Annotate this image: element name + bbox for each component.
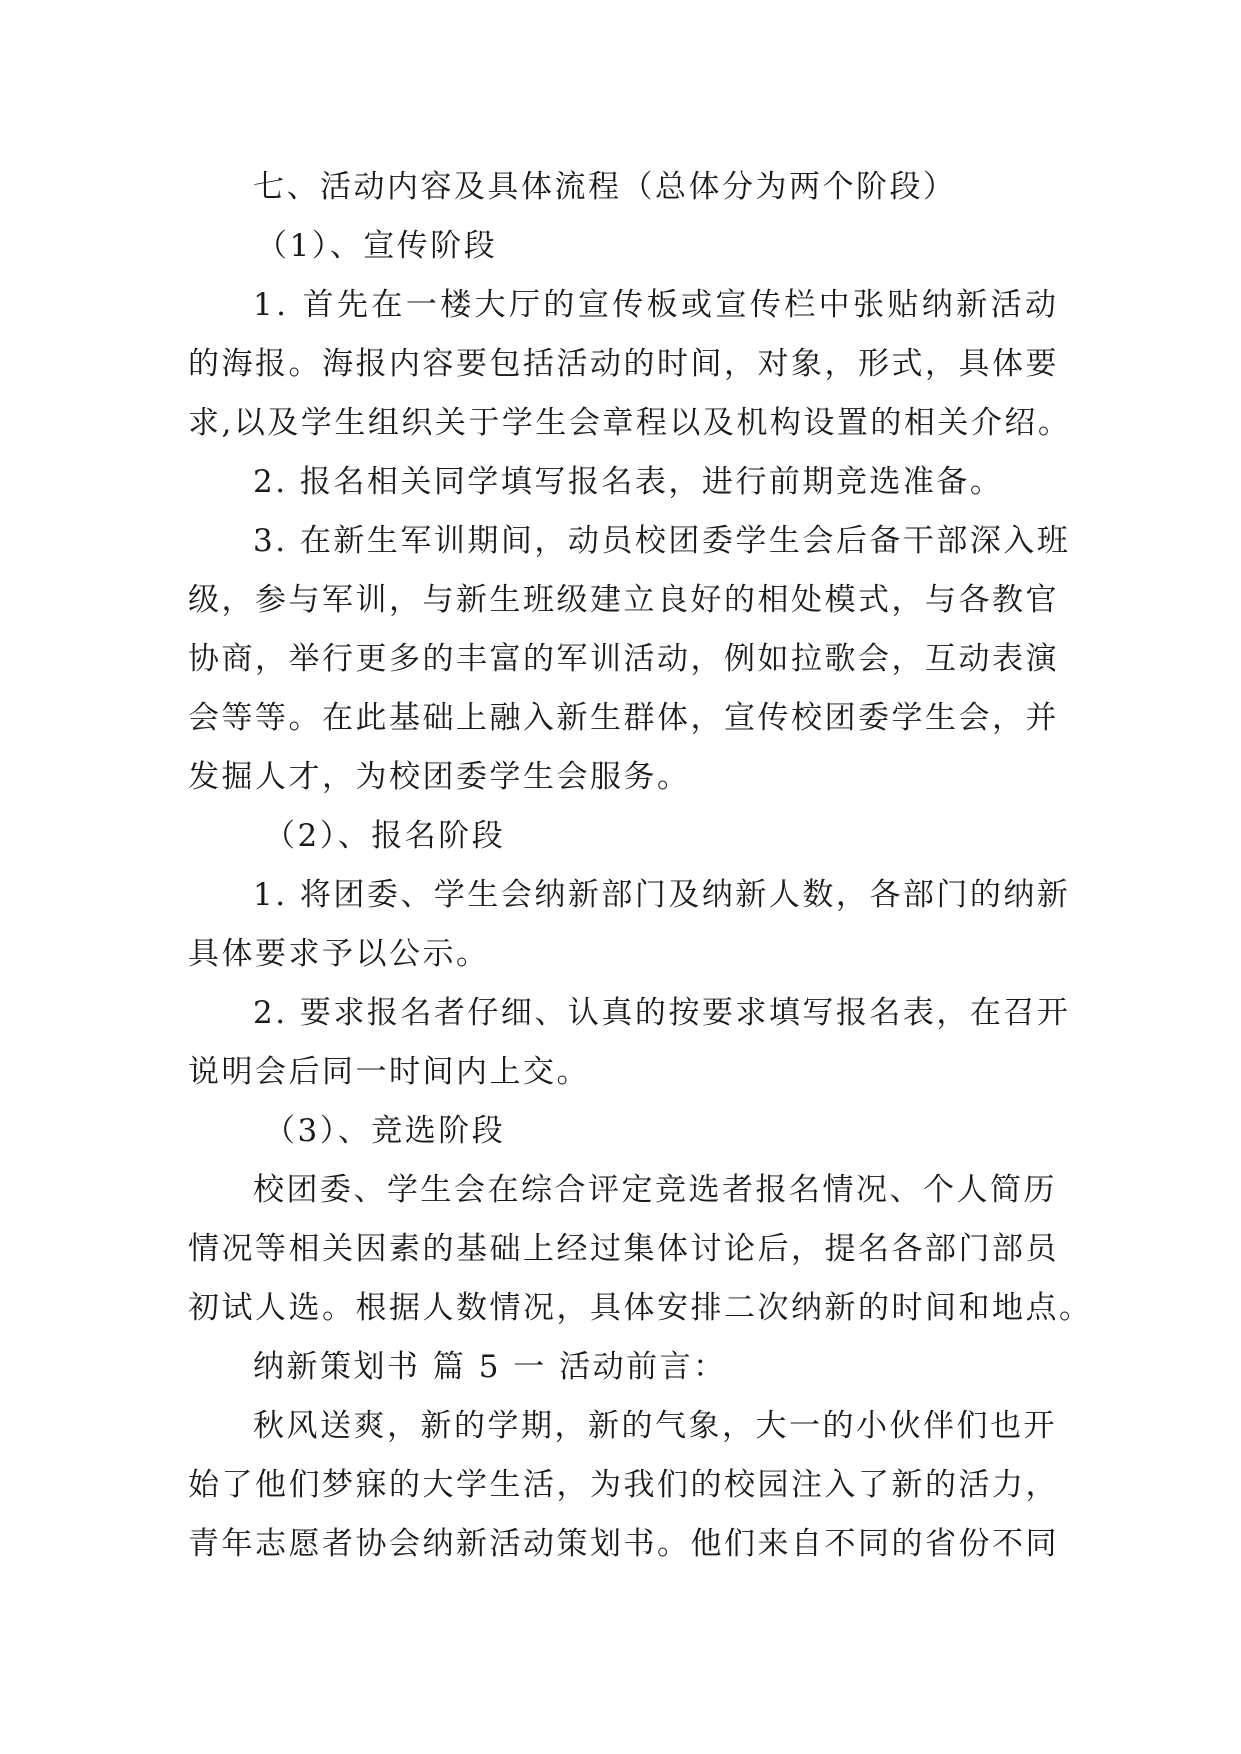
text-line: 3. 在新生军训期间，动员校团委学生会后备干部深入班 xyxy=(253,523,1071,559)
document-body xyxy=(188,158,1093,1574)
text-line: 七、活动内容及具体流程（总体分为两个阶段） xyxy=(253,169,957,205)
text-line: 校团委、学生会在综合评定竞选者报名情况、个人简历 xyxy=(253,1172,1057,1208)
text-line: 会等等。在此基础上融入新生群体，宣传校团委学生会，并 xyxy=(188,700,1059,736)
text-line: 青年志愿者协会纳新活动策划书。他们来自不同的省份不同 xyxy=(188,1526,1059,1562)
text-line: 情况等相关因素的基础上经过集体讨论后，提名各部门部员 xyxy=(188,1231,1059,1267)
text-line: （2）、报名阶段 xyxy=(264,818,506,854)
text-line: 具体要求予以公示。 xyxy=(188,936,490,972)
text-line: 协商，举行更多的丰富的军训活动，例如拉歌会，互动表演 xyxy=(188,641,1059,677)
text-line: 的海报。海报内容要包括活动的时间，对象，形式，具体要 xyxy=(188,346,1059,382)
text-line: 2. 要求报名者仔细、认真的按要求填写报名表，在召开 xyxy=(253,995,1071,1031)
text-line: 始了他们梦寐的大学生活，为我们的校园注入了新的活力， xyxy=(188,1467,1059,1503)
text-line: （1）、宣传阶段 xyxy=(256,228,498,264)
text-line: （3）、竞选阶段 xyxy=(264,1113,506,1149)
text-line: 级，参与军训，与新生班级建立良好的相处模式，与各教官 xyxy=(188,582,1059,618)
text-line: 1. 首先在一楼大厅的宣传板或宣传栏中张贴纳新活动 xyxy=(253,287,1060,323)
text-line: 说明会后同一时间内上交。 xyxy=(188,1054,590,1090)
text-line: 纳新策划书 篇 5 一 活动前言： xyxy=(253,1349,727,1385)
text-line: 发掘人才，为校团委学生会服务。 xyxy=(188,759,691,795)
text-line: 初试人选。根据人数情况，具体安排二次纳新的时间和地点。 xyxy=(188,1290,1093,1326)
text-line: 2. 报名相关同学填写报名表，进行前期竞选准备。 xyxy=(253,464,1004,500)
text-line: 求,以及学生组织关于学生会章程以及机构设置的相关介绍。 xyxy=(188,405,1072,441)
text-line: 1. 将团委、学生会纳新部门及纳新人数，各部门的纳新 xyxy=(253,877,1071,913)
text-line: 秋风送爽，新的学期，新的气象，大一的小伙伴们也开 xyxy=(253,1408,1057,1444)
